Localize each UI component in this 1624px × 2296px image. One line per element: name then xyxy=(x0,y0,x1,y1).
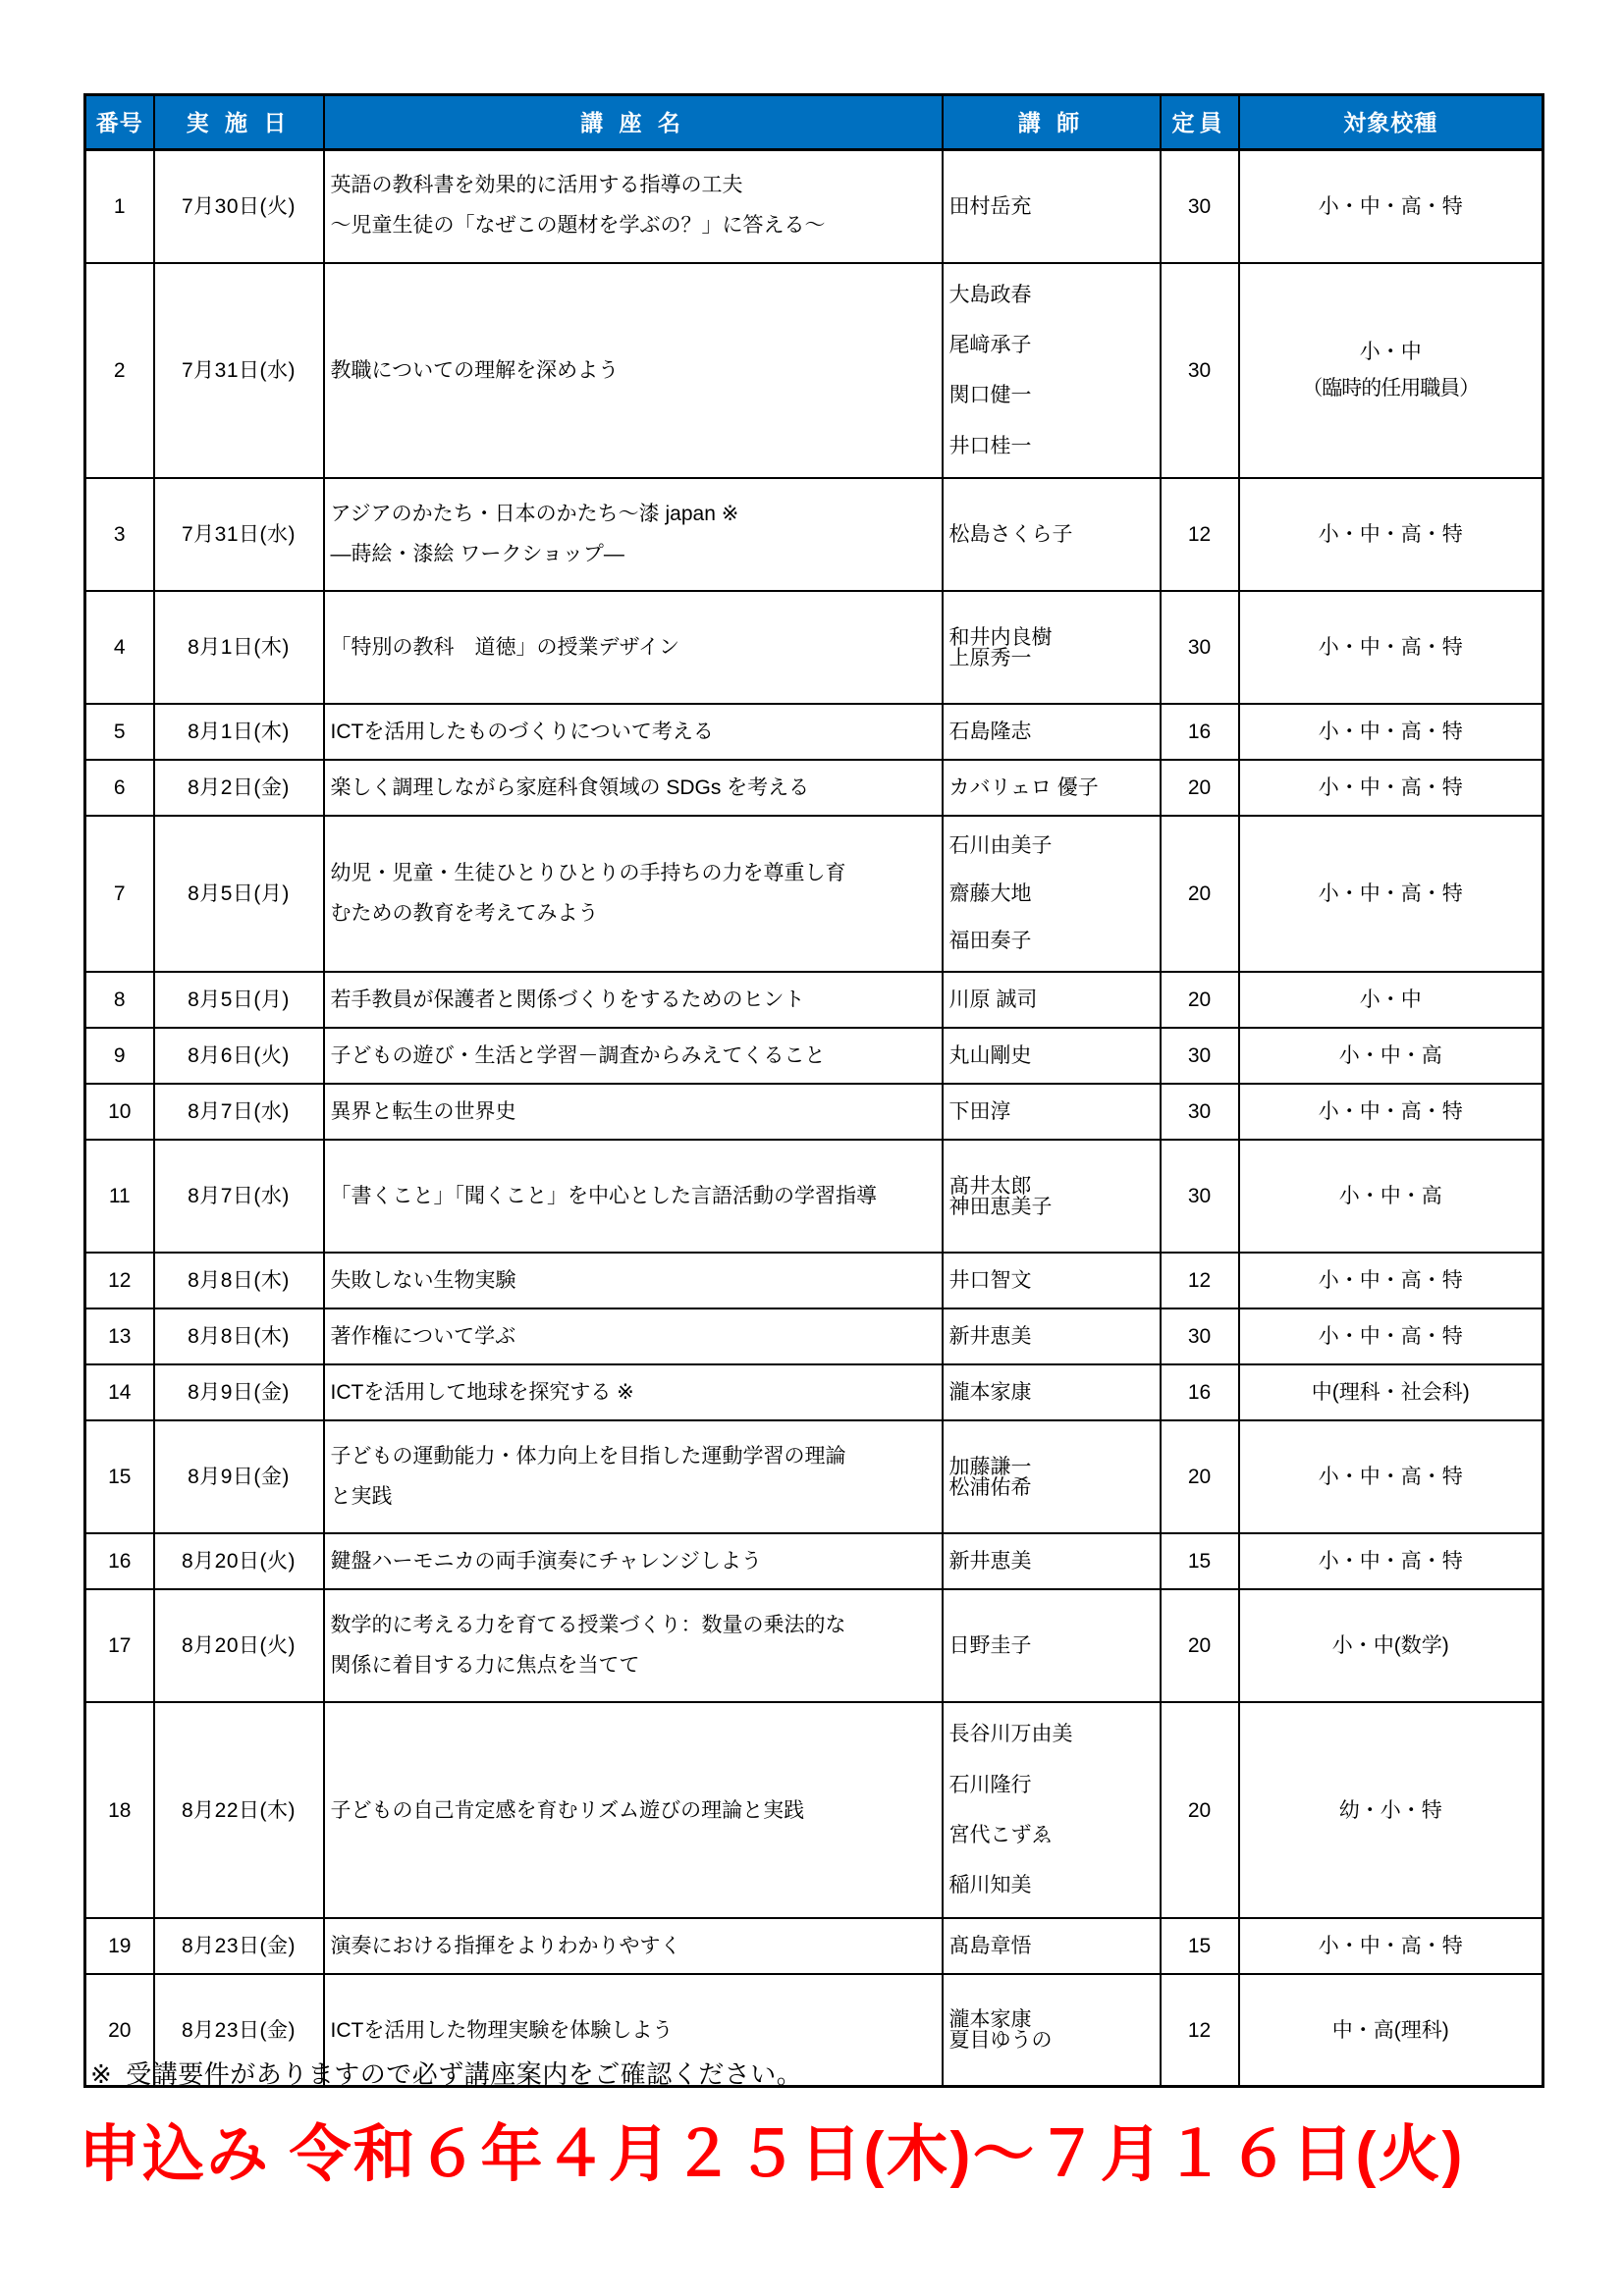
cell-target-school-type xyxy=(1239,263,1543,479)
lecturer-name: 稲川知美 xyxy=(948,1874,1032,1897)
cell-date: 8月20日(火) xyxy=(154,1533,324,1589)
table-row xyxy=(85,1420,1543,1533)
cell-course-no: 9 xyxy=(85,1028,154,1084)
cell-capacity: 12 xyxy=(1161,1974,1239,2087)
course-schedule-table xyxy=(83,93,1544,2088)
target-school-main: 小・中 xyxy=(1359,341,1422,364)
cell-lecturer xyxy=(943,972,1161,1028)
cell-date: 7月31日(水) xyxy=(154,263,324,479)
cell-capacity: 30 xyxy=(1161,1028,1239,1084)
cell-date: 8月8日(木) xyxy=(154,1308,324,1364)
lecturer-name: 井口桂一 xyxy=(948,434,1032,457)
cell-date: 8月23日(金) xyxy=(154,1918,324,1974)
cell-capacity: 20 xyxy=(1161,816,1239,972)
cell-lecturer xyxy=(943,1918,1161,1974)
cell-capacity: 20 xyxy=(1161,760,1239,816)
cell-course-no: 15 xyxy=(85,1420,154,1533)
target-school-main: 小・中・高・特 xyxy=(1318,1269,1463,1293)
table-row xyxy=(85,1589,1543,1702)
table-row xyxy=(85,1028,1543,1084)
course-title-line: ICTを活用して地球を探究する ※ xyxy=(330,1381,634,1405)
cell-target-school-type xyxy=(1239,1084,1543,1140)
cell-date: 7月31日(水) xyxy=(154,478,324,591)
cell-lecturer xyxy=(943,1140,1161,1253)
table-row xyxy=(85,1702,1543,1918)
cell-lecturer xyxy=(943,1533,1161,1589)
cell-date: 7月30日(火) xyxy=(154,150,324,263)
cell-course-no: 19 xyxy=(85,1918,154,1974)
cell-course-no: 3 xyxy=(85,478,154,591)
column-header-date: 実 施 日 xyxy=(154,95,324,150)
cell-course-title xyxy=(324,1253,943,1308)
cell-course-no: 4 xyxy=(85,591,154,704)
table-header xyxy=(85,95,1543,150)
cell-course-no: 7 xyxy=(85,816,154,972)
lecturer-name: 長谷川万由美 xyxy=(948,1723,1073,1746)
asterisk-mark-icon: ※ xyxy=(90,2059,113,2089)
lecturer-name: 関口健一 xyxy=(948,384,1032,407)
cell-date: 8月20日(火) xyxy=(154,1589,324,1702)
lecturer-name: 夏目ゆうの xyxy=(948,2029,1053,2053)
course-title-line: 演奏における指揮をよりわかりやすく xyxy=(330,1934,681,1957)
target-school-main: 小・中・高・特 xyxy=(1318,1325,1463,1349)
cell-target-school-type xyxy=(1239,1364,1543,1420)
cell-target-school-type xyxy=(1239,1589,1543,1702)
cell-course-title xyxy=(324,1084,943,1140)
lecturer-name: カバリェロ 優子 xyxy=(948,776,1099,800)
cell-lecturer xyxy=(943,1253,1161,1308)
cell-target-school-type xyxy=(1239,1420,1543,1533)
cell-capacity: 12 xyxy=(1161,478,1239,591)
cell-date: 8月23日(金) xyxy=(154,1974,324,2087)
cell-capacity: 20 xyxy=(1161,1589,1239,1702)
cell-course-no: 20 xyxy=(85,1974,154,2087)
cell-target-school-type xyxy=(1239,1028,1543,1084)
cell-date: 8月22日(木) xyxy=(154,1702,324,1918)
cell-capacity: 16 xyxy=(1161,1364,1239,1420)
lecturer-name: 和井内良樹 xyxy=(948,625,1053,649)
cell-target-school-type xyxy=(1239,1974,1543,2087)
target-school-main: 中・高(理科) xyxy=(1331,2018,1449,2042)
cell-capacity: 30 xyxy=(1161,1140,1239,1253)
target-school-main: 小・中・高・特 xyxy=(1318,1934,1463,1957)
lecturer-name: 新井恵美 xyxy=(948,1550,1032,1574)
table-row xyxy=(85,972,1543,1028)
cell-course-title xyxy=(324,1364,943,1420)
cell-capacity: 15 xyxy=(1161,1533,1239,1589)
target-school-main: 小・中・高・特 xyxy=(1318,1550,1463,1574)
lecturer-name: 田村岳充 xyxy=(948,194,1032,218)
lecturer-name: 瀧本家康 xyxy=(948,1381,1032,1405)
cell-date: 8月1日(木) xyxy=(154,704,324,760)
lecturer-name: 宮代こずゑ xyxy=(948,1824,1053,1847)
cell-course-no: 17 xyxy=(85,1589,154,1702)
cell-capacity: 30 xyxy=(1161,1308,1239,1364)
cell-lecturer xyxy=(943,478,1161,591)
course-title-line: ICTを活用したものづくりについて考える xyxy=(330,721,714,744)
course-title-line: アジアのかたち・日本のかたち～漆 japan ※ xyxy=(330,502,739,525)
cell-course-title xyxy=(324,1140,943,1253)
column-header-title: 講 座 名 xyxy=(324,95,943,150)
table-row xyxy=(85,1918,1543,1974)
target-school-main: 小・中・高・特 xyxy=(1318,1100,1463,1124)
cell-lecturer xyxy=(943,1364,1161,1420)
cell-target-school-type xyxy=(1239,816,1543,972)
table-body xyxy=(85,150,1543,2087)
course-title-line: 子どもの運動能力・体力向上を目指した運動学習の理論 xyxy=(330,1444,846,1468)
lecturer-name: 石川由美子 xyxy=(948,834,1053,858)
target-school-main: 中(理科・社会科) xyxy=(1311,1381,1470,1405)
cell-capacity: 20 xyxy=(1161,972,1239,1028)
course-title-line: 「特別の教科 道徳」の授業デザイン xyxy=(330,636,680,660)
cell-course-no: 2 xyxy=(85,263,154,479)
course-title-line: 「書くこと」「聞くこと」を中心とした言語活動の学習指導 xyxy=(330,1185,877,1208)
cell-target-school-type xyxy=(1239,1140,1543,1253)
cell-lecturer xyxy=(943,1028,1161,1084)
lecturer-name: 松浦佑希 xyxy=(948,1475,1032,1499)
cell-course-no: 10 xyxy=(85,1084,154,1140)
cell-date: 8月5日(月) xyxy=(154,972,324,1028)
cell-course-title xyxy=(324,263,943,479)
course-title-line: ICTを活用した物理実験を体験しよう xyxy=(330,2018,674,2042)
footnote-text: 受講要件がありますので必ず講座案内をご確認ください。 xyxy=(126,2059,803,2089)
application-period-banner: 申込み 令和６年４月２５日(木)～７月１６日(火) xyxy=(79,2120,1465,2189)
cell-capacity: 20 xyxy=(1161,1420,1239,1533)
cell-lecturer xyxy=(943,1589,1161,1702)
cell-lecturer xyxy=(943,263,1161,479)
cell-capacity: 30 xyxy=(1161,150,1239,263)
cell-capacity: 30 xyxy=(1161,263,1239,479)
cell-target-school-type xyxy=(1239,972,1543,1028)
lecturer-name: 川原 誠司 xyxy=(948,988,1038,1012)
cell-lecturer xyxy=(943,591,1161,704)
cell-course-no: 8 xyxy=(85,972,154,1028)
course-title-line: 教職についての理解を深めよう xyxy=(330,358,620,382)
cell-course-title xyxy=(324,591,943,704)
cell-date: 8月8日(木) xyxy=(154,1253,324,1308)
target-school-main: 小・中・高・特 xyxy=(1318,194,1463,218)
cell-course-title xyxy=(324,1589,943,1702)
table-row xyxy=(85,591,1543,704)
cell-course-title xyxy=(324,816,943,972)
table-row xyxy=(85,1084,1543,1140)
cell-course-title xyxy=(324,972,943,1028)
cell-course-title xyxy=(324,1702,943,1918)
cell-capacity: 20 xyxy=(1161,1702,1239,1918)
target-school-main: 小・中・高・特 xyxy=(1318,1466,1463,1489)
course-title-line: 数学的に考える力を育てる授業づくり：数量の乗法的な xyxy=(330,1613,846,1636)
lecturer-name: 齋藤大地 xyxy=(948,881,1032,905)
column-header-lecturer: 講 師 xyxy=(943,95,1161,150)
table-row xyxy=(85,150,1543,263)
table-row xyxy=(85,704,1543,760)
lecturer-name: 福田奏子 xyxy=(948,929,1032,952)
cell-course-title xyxy=(324,704,943,760)
target-school-main: 小・中・高・特 xyxy=(1318,523,1463,547)
cell-date: 8月7日(水) xyxy=(154,1084,324,1140)
course-title-line: 関係に着目する力に焦点を当てて xyxy=(330,1653,640,1677)
cell-target-school-type xyxy=(1239,478,1543,591)
cell-lecturer xyxy=(943,1974,1161,2087)
table-row xyxy=(85,760,1543,816)
lecturer-name: 加藤謙一 xyxy=(948,1455,1032,1478)
cell-date: 8月1日(木) xyxy=(154,591,324,704)
target-school-main: 小・中・高・特 xyxy=(1318,721,1463,744)
table-row xyxy=(85,478,1543,591)
lecturer-name: 瀧本家康 xyxy=(948,2008,1032,2032)
table-row xyxy=(85,816,1543,972)
cell-lecturer xyxy=(943,1702,1161,1918)
lecturer-name: 井口智文 xyxy=(948,1269,1032,1293)
cell-target-school-type xyxy=(1239,150,1543,263)
lecturer-name: 神田恵美子 xyxy=(948,1195,1053,1218)
target-school-main: 小・中・高 xyxy=(1338,1185,1442,1208)
course-title-line: と実践 xyxy=(330,1484,393,1508)
cell-course-no: 11 xyxy=(85,1140,154,1253)
target-school-main: 小・中・高・特 xyxy=(1318,776,1463,800)
cell-course-title xyxy=(324,1308,943,1364)
cell-target-school-type xyxy=(1239,1533,1543,1589)
course-title-line: 幼児・児童・生徒ひとりひとりの手持ちの力を尊重し育 xyxy=(330,861,846,884)
cell-capacity: 12 xyxy=(1161,1253,1239,1308)
cell-capacity: 30 xyxy=(1161,1084,1239,1140)
course-title-line: 子どもの自己肯定感を育むリズム遊びの理論と実践 xyxy=(330,1798,805,1822)
cell-course-no: 12 xyxy=(85,1253,154,1308)
course-title-line: 子どもの遊び・生活と学習－調査からみえてくること xyxy=(330,1044,826,1068)
cell-target-school-type xyxy=(1239,1308,1543,1364)
target-school-main: 幼・小・特 xyxy=(1338,1798,1442,1822)
cell-course-title xyxy=(324,1918,943,1974)
course-schedule-table-wrapper xyxy=(83,93,1542,2088)
lecturer-name: 丸山剛史 xyxy=(948,1044,1032,1068)
cell-date: 8月5日(月) xyxy=(154,816,324,972)
lecturer-name: 日野圭子 xyxy=(948,1634,1032,1658)
lecturer-name: 石島隆志 xyxy=(948,721,1032,744)
course-title-line: ～児童生徒の「なぜこの題材を学ぶの？」に答える～ xyxy=(330,214,826,238)
cell-course-no: 13 xyxy=(85,1308,154,1364)
cell-course-title xyxy=(324,1533,943,1589)
cell-course-title xyxy=(324,150,943,263)
column-header-capacity: 定員 xyxy=(1161,95,1239,150)
cell-course-no: 6 xyxy=(85,760,154,816)
cell-course-no: 18 xyxy=(85,1702,154,1918)
requirement-footnote xyxy=(90,2055,802,2091)
course-title-line: 失敗しない生物実験 xyxy=(330,1269,516,1293)
cell-course-no: 14 xyxy=(85,1364,154,1420)
cell-target-school-type xyxy=(1239,704,1543,760)
cell-date: 8月6日(火) xyxy=(154,1028,324,1084)
course-title-line: 鍵盤ハーモニカの両手演奏にチャレンジしよう xyxy=(330,1550,762,1574)
target-school-note: （臨時的任用職員） xyxy=(1302,377,1480,400)
cell-course-title xyxy=(324,1028,943,1084)
column-header-target: 対象校種 xyxy=(1239,95,1543,150)
course-title-line: 著作権について学ぶ xyxy=(330,1325,516,1349)
lecturer-name: 新井恵美 xyxy=(948,1325,1032,1349)
cell-lecturer xyxy=(943,1308,1161,1364)
cell-lecturer xyxy=(943,760,1161,816)
table-row xyxy=(85,1364,1543,1420)
course-title-line: 異界と転生の世界史 xyxy=(330,1100,516,1124)
table-row xyxy=(85,1253,1543,1308)
cell-target-school-type xyxy=(1239,1702,1543,1918)
cell-lecturer xyxy=(943,816,1161,972)
course-title-line: 若手教員が保護者と関係づくりをするためのヒント xyxy=(330,988,805,1012)
lecturer-name: 髙島章悟 xyxy=(948,1934,1032,1957)
lecturer-name: 石川隆行 xyxy=(948,1773,1032,1796)
cell-capacity: 16 xyxy=(1161,704,1239,760)
lecturer-name: 上原秀一 xyxy=(948,646,1032,669)
cell-course-title xyxy=(324,1420,943,1533)
cell-date: 8月2日(金) xyxy=(154,760,324,816)
target-school-main: 小・中・高・特 xyxy=(1318,636,1463,660)
cell-date: 8月9日(金) xyxy=(154,1364,324,1420)
lecturer-name: 大島政春 xyxy=(948,283,1032,306)
course-title-line: 英語の教科書を効果的に活用する指導の工夫 xyxy=(330,174,743,197)
cell-course-title xyxy=(324,760,943,816)
cell-course-no: 5 xyxy=(85,704,154,760)
cell-target-school-type xyxy=(1239,1253,1543,1308)
cell-capacity: 15 xyxy=(1161,1918,1239,1974)
cell-capacity: 30 xyxy=(1161,591,1239,704)
target-school-main: 小・中・高 xyxy=(1338,1044,1442,1068)
cell-target-school-type xyxy=(1239,1918,1543,1974)
target-school-main: 小・中 xyxy=(1359,988,1422,1012)
table-row xyxy=(85,1308,1543,1364)
table-header-row xyxy=(85,95,1543,150)
table-row xyxy=(85,1533,1543,1589)
lecturer-name: 尾﨑承子 xyxy=(948,333,1032,356)
lecturer-name: 髙井太郎 xyxy=(948,1174,1032,1198)
course-title-line: 楽しく調理しながら家庭科食領域の SDGs を考える xyxy=(330,776,810,800)
lecturer-name: 松島さくら子 xyxy=(948,523,1073,547)
column-header-no: 番号 xyxy=(85,95,154,150)
cell-target-school-type xyxy=(1239,760,1543,816)
cell-lecturer xyxy=(943,150,1161,263)
target-school-main: 小・中(数学) xyxy=(1331,1634,1449,1658)
table-row xyxy=(85,1140,1543,1253)
lecturer-name: 下田淳 xyxy=(948,1100,1011,1124)
cell-target-school-type xyxy=(1239,591,1543,704)
cell-course-title xyxy=(324,478,943,591)
cell-lecturer xyxy=(943,704,1161,760)
cell-course-no: 16 xyxy=(85,1533,154,1589)
cell-lecturer xyxy=(943,1420,1161,1533)
table-row xyxy=(85,263,1543,479)
cell-course-no: 1 xyxy=(85,150,154,263)
target-school-main: 小・中・高・特 xyxy=(1318,882,1463,906)
cell-date: 8月7日(水) xyxy=(154,1140,324,1253)
cell-date: 8月9日(金) xyxy=(154,1420,324,1533)
cell-lecturer xyxy=(943,1084,1161,1140)
course-title-line: ―蒔絵・漆絵 ワークショップ― xyxy=(330,542,624,565)
course-title-line: むための教育を考えてみよう xyxy=(330,901,599,925)
